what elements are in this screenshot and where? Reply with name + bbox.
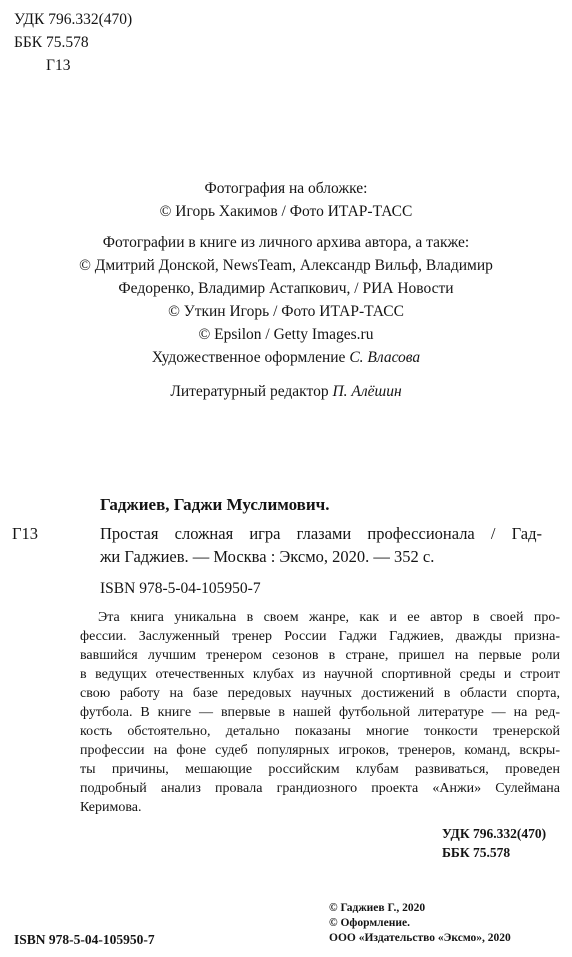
copyright-line: ООО «Издательство «Эксмо», 2020 [329, 932, 511, 944]
udk-code: УДК 796.332(470) [14, 11, 133, 28]
annotation [80, 608, 560, 817]
design-label: Художественное оформление [151, 349, 346, 366]
annotation-line: кость обстоятельно, детально показаны многие тонкости тренерской [80, 724, 560, 739]
inner-credit-line: Федоренко, Владимир Астапкович, / РИА Новости [118, 280, 454, 297]
cover-heading: Фотография на обложке: [204, 180, 368, 197]
annotation-line: фессии. Заслуженный тренер России Гаджи Гаджиев, дважды призна- [80, 629, 560, 644]
margin-author-mark: Г13 [12, 524, 39, 543]
annotation-line: подробный анализ провала грандиозного проекта «Анжи» Сулеймана [80, 781, 560, 796]
description-line: Простая сложная игра глазами профессионала / Гад- [100, 524, 542, 543]
annotation-line: в ведущих отечественных клубах из научной спортивной среды и строит [80, 667, 560, 682]
inner-credit-line: Фотографии в книге из личного архива автора, а также: [102, 234, 470, 251]
annotation-line: вавшийся лучшим тренером сезонов в стране, пришел на первые роли [80, 648, 560, 663]
annotation-line: свою работу на базе передовых научных достижений в области спорта, [80, 686, 560, 701]
inner-photo-credits [0, 231, 572, 346]
isbn-line: ISBN 978-5-04-105950-7 [100, 580, 261, 597]
bbk-code: ББК 75.578 [442, 845, 511, 860]
inner-credit-line: © Epsilon / Getty Images.ru [198, 326, 374, 343]
cover-photo-credit [0, 177, 572, 223]
editor-label: Литературный редактор [170, 383, 329, 400]
footer-isbn: ISBN 978-5-04-105950-7 [14, 932, 155, 947]
udk-code: УДК 796.332(470) [442, 826, 547, 841]
description-line: жи Гаджиев. — Москва : Эксмо, 2020. — 352 с. [100, 547, 435, 566]
copyright-line: © Гаджиев Г., 2020 [329, 902, 426, 914]
copyright-block [329, 901, 511, 946]
annotation-line: футбола. В книге — впервые в нашей футбольной литературе — на ред- [80, 705, 560, 720]
design-name: С. Власова [349, 349, 421, 366]
author-mark: Г13 [46, 57, 71, 74]
bibliographic-description [100, 522, 542, 568]
inner-credit-line: © Дмитрий Донской, NewsTeam, Александр Вильф, Владимир [79, 257, 493, 274]
annotation-line: ты причины, мешающие российским клубам развиваться, проведен [80, 762, 560, 777]
top-classification-codes [14, 8, 132, 77]
annotation-line: профессии на фоне судеб популярных игроков, тренеров, команд, вскры- [80, 743, 560, 758]
design-credit [0, 346, 572, 369]
editor-credit [0, 380, 572, 403]
bibliographic-author: Гаджиев, Гаджи Муслимович. [100, 495, 330, 514]
cover-credit: © Игорь Хакимов / Фото ИТАР-ТАСС [159, 203, 413, 220]
copyright-line: © Оформление. [329, 917, 410, 929]
annotation-line: Керимова. [80, 800, 142, 815]
bottom-classification-codes [442, 824, 546, 862]
inner-credit-line: © Уткин Игорь / Фото ИТАР-ТАСС [168, 303, 404, 320]
annotation-line: Эта книга уникальна в своем жанре, как и ее автор в своей про- [98, 610, 560, 625]
editor-name: П. Алёшин [332, 383, 402, 400]
bbk-code: ББК 75.578 [14, 34, 89, 51]
